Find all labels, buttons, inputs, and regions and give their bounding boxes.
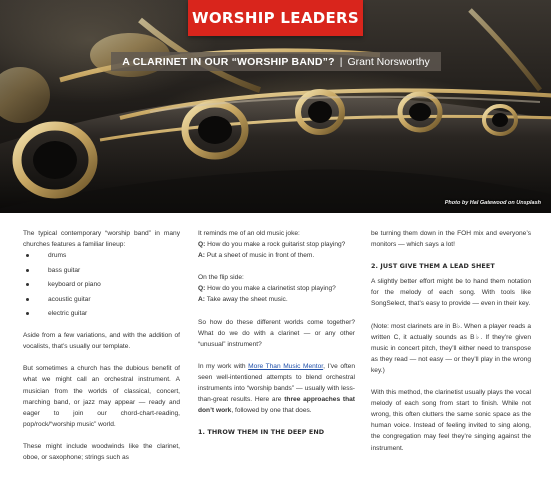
section-subheading: 2. JUST GIVE THEM A LEAD SHEET [371,262,495,271]
body-paragraph: (Note: most clarinets are in B♭. When a player reads a written C, it actually sounds as B♭. If they’re given music in concert pitch, they’ll either need to transpose as they read — not easy — or they’ll play in the wrong key.) [371,322,531,374]
body-paragraph: But sometimes a church has the dubious benefit of what we might call an orchestral instrument. A musician from the worlds of classical, concert, marching band, or jazz may appear — ready and eager to join our chord-chart-reading, pop/rock/“worship music” world. [23,365,180,428]
joke-question: Q: How do you make a rock guitarist stop playing? [198,241,346,249]
bullet-icon [26,254,29,257]
bullet-icon [26,283,29,286]
joke-intro: It reminds me of an old music joke: [198,230,300,237]
body-paragraph: In my work with More Than Music Mentor, I’ve often seen well-intentioned attempts to blend orchestral instruments into “worship bands” — usually with less-than-great results. Here are three approaches that don’t work, followed by one that does. [198,362,356,415]
article-title: A CLARINET IN OUR “WORSHIP BAND”? [122,55,335,68]
bullet-icon [26,298,29,301]
column-1 [23,228,180,474]
band-lineup-list [23,250,180,319]
list-item: acoustic guitar [23,294,180,305]
body-paragraph: These might include woodwinds like the clarinet, oboe, or saxophone; strings such as [23,442,180,462]
list-item: bass guitar [23,265,180,276]
article-headline-band [111,52,441,71]
flip-side-intro: On the flip side: [198,274,244,282]
joke-answer: A: Put a sheet of music in front of them. [198,252,315,260]
column-3 [371,228,531,465]
body-paragraph: be turning them down in the FOH mix and everyone’s monitors — which says a lot! [371,230,531,249]
joke-answer: A: Take away the sheet music. [198,296,288,304]
section-tag: WORSHIP LEADERS [188,0,363,36]
column-2 [198,228,355,442]
bullet-icon [26,269,29,272]
author-name: Grant Norsworthy [347,55,430,68]
intro-paragraph: The typical contemporary “worship band” in many churches features a familiar lineup: [23,230,180,249]
body-paragraph: A slightly better effort might be to hand them notation for the melody of each song. With tools like SongSelect, that’s easy to provide — even in their key. [371,278,531,308]
hero-photo [0,0,551,213]
list-item: keyboard or piano [23,279,180,290]
body-paragraph: Aside from a few variations, and with the addition of vocalists, that’s usually our template. [23,332,180,351]
joke-question: Q: How do you make a clarinetist stop playing? [198,285,336,293]
title-separator: | [339,55,343,68]
list-item: electric guitar [23,308,180,319]
bullet-icon [26,312,29,315]
more-than-music-mentor-link[interactable]: More Than Music Mentor [248,362,324,370]
body-paragraph: So how do these different worlds come together? What do we do with a clarinet — or any other “unusual” instrument? [198,318,355,348]
section-subheading: 1. THROW THEM IN THE DEEP END [198,428,325,437]
body-paragraph: With this method, the clarinetist usually plays the vocal melody of each song from start to finish. While not wrong, this often clutters the same sonic space as the human voice. Instead of feeling invited to sing along, the congregation may feel they’re singing against the instrument. [371,389,531,452]
photo-credit: Photo by Hal Gatewood on Unsplash [444,200,541,206]
list-item: drums [23,250,180,261]
